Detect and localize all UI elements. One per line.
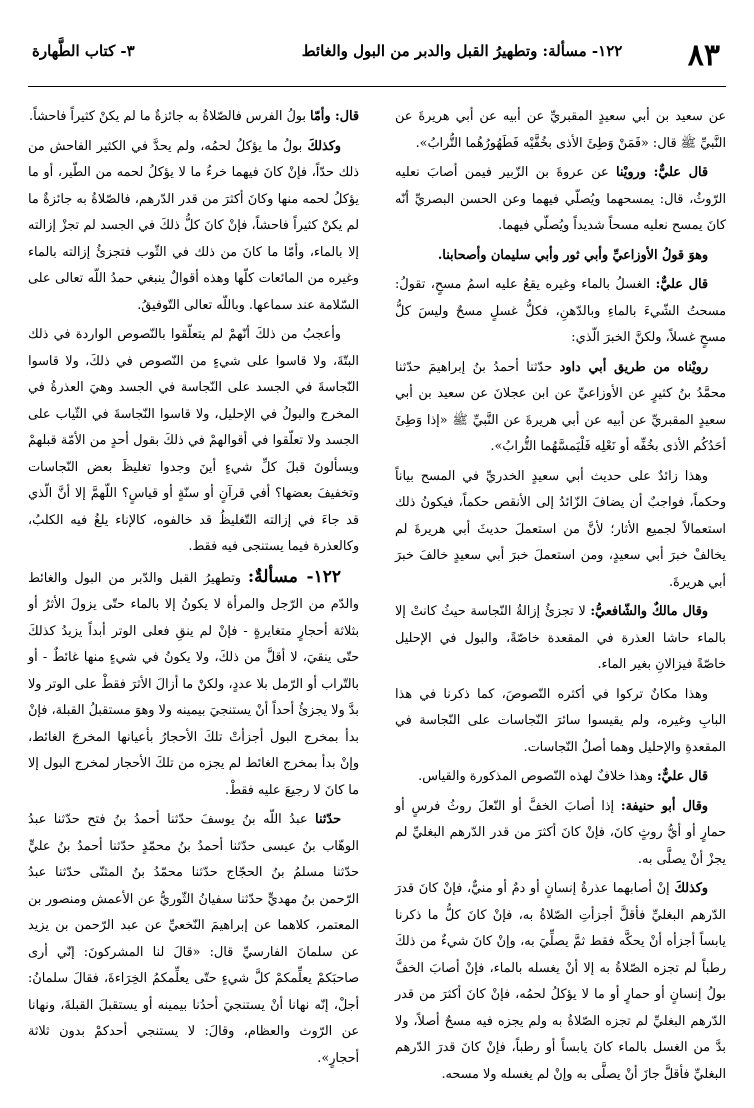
paragraph xyxy=(395,764,726,791)
paragraph-lead: وهوَ قولُ الأوزاعيِّ وأبي ثور وأبي سليمان وأصحابنا. xyxy=(437,247,708,263)
book-title: ٣- كتاب الطَّهارة xyxy=(32,42,135,60)
paragraph xyxy=(395,243,726,270)
paragraph xyxy=(395,682,726,762)
paragraph-lead: وقال أبو حنيفة: xyxy=(620,798,708,814)
right-column xyxy=(395,104,726,1091)
paragraph xyxy=(395,876,726,1088)
paragraph xyxy=(395,272,726,352)
paragraph xyxy=(28,104,359,131)
paragraph xyxy=(28,564,359,805)
paragraph-lead: وقال مالكٌ والشّافعيُّ: xyxy=(590,604,708,619)
paragraph xyxy=(28,134,359,320)
paragraph xyxy=(395,104,726,157)
paragraph-lead: قال عليٌّ: xyxy=(656,769,708,784)
paragraph-lead: قال عليٌّ: xyxy=(655,277,708,292)
paragraph-lead: قال عليٌّ: ورويْنا xyxy=(616,165,708,180)
paragraph-text: إنْ أصابهما عذرةُ إنسانٍ أو دمٌ أو منيٌّ، فإنْ كانَ قدرَ الدّرهم البغليِّ فأقلَّ أجزأتِ الصّلاةُ به، فإنْ كانَ كلُّ ما ذكرنا يابساً أجزأه أنْ يحكَّه فقط ثمَّ يصلِّيَ به، وإنْ كانَ شيءٌ من ذلكَ رطباً لم تجزه الصّلاةُ به إلا أنْ يغسله بالماء، فإنْ أصابَ الخفَّ بولُ إنسانٍ أو حمارٍ أو ما لا يؤكلُ لحمُه، فإنْ كانَ أكثرَ من قدر الدّرهم البغليِّ لم تجزه الصّلاةُ به ولم يجزه فيه مسحٌ أصلاً، ولا بدَّ من الغسل بالماء كانَ يابساً أو رطباً، فإنْ كانَ قدرَ الدّرهم البغليِّ فأقلَّ جازَ أنْ يصلَّى به وإنْ لم يغسله ولا مسحه. xyxy=(395,881,726,1082)
paragraph-lead: قال: وأمّا xyxy=(310,109,359,124)
paragraph-text: لا تجزئُ إزالةُ النّجاسة حيثُ كانتْ إلا بالماء حاشا العذرة في المقعدة خاصّةً، والبول في الإحليل خاصّةً فيزالانِ بغير الماء. xyxy=(395,604,726,672)
paragraph xyxy=(395,464,726,597)
running-header xyxy=(28,28,726,87)
paragraph-text: بولُ الفرس فالصّلاةُ به جائزةٌ ما لم يكنْ كثيراً فاحشاً. xyxy=(29,109,306,124)
paragraph-text: وهذا مكانٌ تركوا في أكثره النّصوصَ، كما ذكرنا في هذا البابِ وغيره، ولم يقيسوا سائرَ النّجاسات على النّجاسة في المقعدةِ والإحليل وهما أصلُ النّجاسات. xyxy=(395,686,726,755)
paragraph-text: عن عروةَ بن الزّبير فيمن أصابَ نعليه الرّوثُ، قال: يمسحهما ويُصلّي فيهما وعن الحسن البصريِّ أنّه كانَ يمسح نعليه مسحاً شديداً ويُصلّي فيهما. xyxy=(395,165,726,233)
paragraph-text: وهذا زائدٌ على حديث أبي سعيدٍ الخدريِّ في المسح بياناً وحكماً، فواجبٌ أن يضافَ الزّائدُ إلى الأنقص حكماً، فيكونُ ذلك استعمالاً لجميع الأثار؛ لأنَّ من استعملَ حديثَ أبي هريرةَ لم يخالفْ خبرَ أبي سعيدٍ، ومن استعملَ خبرَ أبي سعيدٍ خالفَ خبرَ أبي هريرةَ. xyxy=(395,468,726,590)
paragraph xyxy=(395,599,726,679)
paragraph xyxy=(395,794,726,874)
paragraph-text: وتطهيرُ القبل والدّبر من البول والغائط والدّم من الرّجل والمرأة لا يكونُ إلا بالماء حتّى يزولَ الأثرُ أو بثلاثة أحجارٍ متغايرةٍ - فإنْ لم ينقِ فعلى الوتر أبداً يزيدُ كذلكَ حتّى ينقيَ، لا أقلَّ من ذلكَ، ولا يكونُ في شيءٍ منها غائطٌ - أو بالتّراب أو الرّمل بلا عددٍ، ولكنْ ما أزالَ الأثرَ فقطْ على الوتر ولا بدَّ ولا يجزئُ أحداً أنْ يستنجيَ بيمينه ولا وهوَ مستقبلُ القبلة، فإنْ بدأ بمخرج البول أجزأتْ تلكَ الأحجارُ بأعيانها المخرجَ الغائط، وإنْ بدأ بمخرج الغائط لم يجزه من تلكَ الأحجار لمخرج البول إلا ما كانَ لا رجيعَ عليه فقطْ. xyxy=(28,570,359,798)
paragraph-lead: رويْناه من طريق أبي داود xyxy=(559,359,709,375)
paragraph xyxy=(395,160,726,240)
paragraph-lead: وكذلكَ xyxy=(307,138,341,154)
paragraph-text: عن سعيد بن أبي سعيدٍ المقبريِّ عن أبيه عن أبي هريرةَ عن النَّبيِّ ﷺ قال: «فَمَنْ وَطِئَ الأذى بخُفَّيْه فَطَهُورُهُما التُّرابُ». xyxy=(395,109,726,151)
paragraph xyxy=(395,355,726,461)
paragraph xyxy=(28,322,359,561)
page-number: ٨٣ xyxy=(687,38,720,73)
left-column xyxy=(28,104,359,1075)
paragraph-lead: حدّثنا xyxy=(315,812,341,827)
paragraph-text: الغسلُ بالماء وغيره يقعُ عليه اسمُ مسحٍ، تقولُ: مسحتُ الشّيءَ بالماءِ وبالدّهنِ، فكلُّ غسلٍ مسحٌ وليسَ كلُّ مسحٍ غسلاً، ولكنَّ الخبرَ الّذي: xyxy=(395,277,726,345)
paragraph-text: إذا أصابَ الخفَّ أو النّعلَ روثُ فرسٍ أو حمارٍ أو أيُّ روثٍ كانَ، فإنْ كانَ أكثرَ من قدر الدّرهم البغليِّ لم يجزْ أنْ يصلَّى به. xyxy=(395,798,726,867)
paragraph-lead: وكذلكَ xyxy=(674,881,708,896)
paragraph-text: وهذا خلافٌ لهذه النّصوص المذكورة والقياس. xyxy=(418,769,653,784)
paragraph xyxy=(28,807,359,1072)
paragraph-lead: ١٢٢- مسألةٌ: xyxy=(247,566,341,587)
paragraph-text: عبدُ اللّه بنُ يوسفَ حدّثنا أحمدُ بنُ فتح حدّثنا عبدُ الوهّاب بنُ عيسى حدّثنا أحمدُ بنُ محمّدٍ حدّثنا أحمدُ بنُ عليٍّ حدّثنا مسلمُ بنُ الحجّاج حدّثنا محمّدُ بنُ المثنّى حدّثنا عبدُ الرّحمن بنُ مهديٍّ حدّثنا سفيانُ الثّوريُّ عن الأعمش ومنصور بن المعتمر، كلاهما عن إبراهيمَ النّخعيِّ عن عبد الرّحمن بن يزيد عن سلمانَ الفارسيِّ قال: «قالَ لنا المشركونَ: إنّي أرى صاحبَكمْ يعلِّمكمْ كلَّ شيءٍ حتّى يعلِّمكمُ الخِرَاءةَ، فقالَ سلمانُ: أجلْ، إنّه نهانا أنْ يستنجيَ أحدُنا بيمينه أو يستقبلَ القبلةَ، ونهانا عن الرّوث والعظام، وقالَ: لا يستنجي أحدكمْ بدون ثلاثة أحجارٍ». xyxy=(28,812,359,1066)
paragraph-text: وأعجبُ من ذلكَ أنّهمْ لم يتعلّقوا بالنّصوص الواردة في ذلك البتّةَ، ولا قاسوا على شيءٍ من النّصوص في ذلكَ، ولا قاسوا النّجاسةَ في الجسد على النّجاسة في الجسد وهيَ العذرةُ في المخرج والبولُ في الإحليل، ولا قاسوا النّجاسةَ في الثّياب على الجسد ولا تعلّقوا في أقوالهمْ في ذلكَ بقول أحدٍ من الأمّة قبلهمْ ويسألونَ قبلَ كلِّ شيءٍ أينَ وجدوا تغليظَ بعض النّجاسات وتخفيفَ بعضها؟ أفي قرآنٍ أو سنّةٍ أو قياسٍ؟ اللّهمَّ إلا أنَّ الّذي قد جاءَ في إزالته التّغليظُ قد خالفوه، كالإناء يلغُ فيه الكلبُ، وكالعذرة فيما يستنجى فيه فقط. xyxy=(28,327,359,554)
paragraph-text: بولُ ما يؤكلُ لحمُه، ولم يحدَّ في الكثير الفاحش من ذلك حدّاً، فإنْ كانَ فيهما خرءُ ما لا يؤكلُ لحمه من الطّير، أو ما يؤكلُ لحمه منها وكانَ أكثرَ من قدر الدّرهم، فالصّلاةُ به جائزةٌ ما لم يكنْ كثيراً فاحشاً، فإنْ كانَ كلُّ ذلكَ في الجسد لم تجزْ إزالته إلا بالماء، وأمّا ما كانَ من ذلك في الثّوب فتجزئُ إزالته بالماء وغيره من المائعات كلّها وهذه أقوالٌ ينبغي حمدُ اللّه تعالى على السّلامة عند سماعها. وباللّه تعالى التّوفيقُ. xyxy=(28,138,359,313)
paragraph-text: حدّثنا أحمدُ بنُ إبراهيمَ حدّثنا محمَّدُ بنُ كثيرٍ عن الأوزاعيِّ عن ابن عجلانَ عن سعيد بن أبي سعيدٍ المقبريِّ عن أبيه عن أبي هريرةَ عن النَّبيِّ ﷺ «إذا وَطِئَ أحَدُكُم الأذى بخُفِّه أو نَعْلِه فَلْيَمسَّهُما التُّرابُ». xyxy=(395,359,726,454)
running-title: ١٢٢- مسألة: وتطهيرُ القبل والدبر من البول والغائط xyxy=(301,42,623,60)
